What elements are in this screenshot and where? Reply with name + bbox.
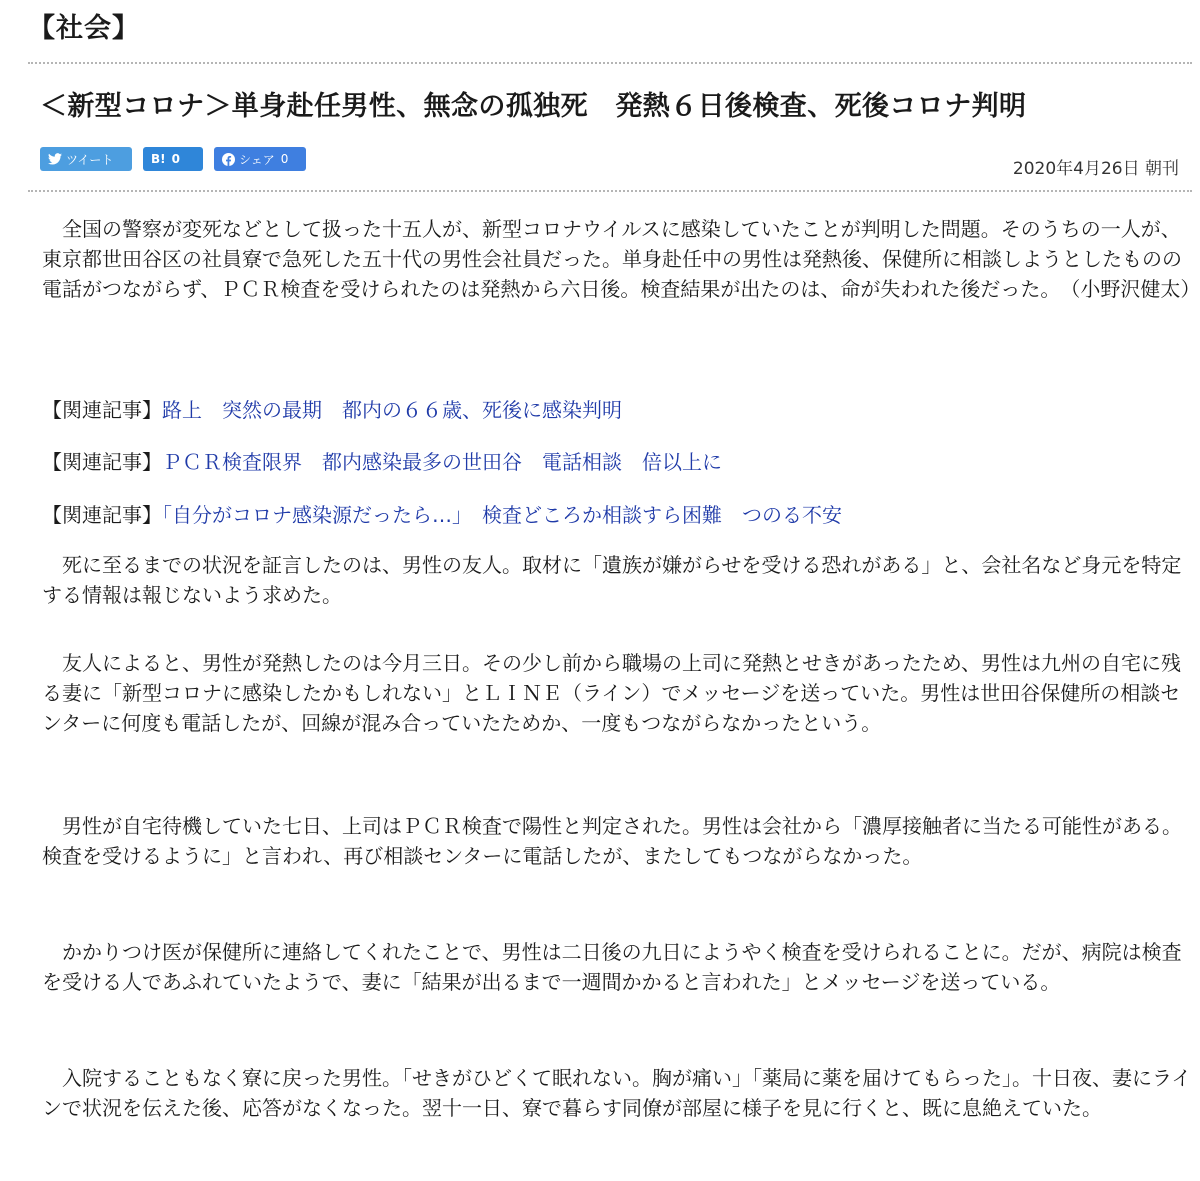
- body-paragraph-3: 男性が自宅待機していた七日、上司はＰＣＲ検査で陽性と判定された。男性は会社から「濃厚接触者に当たる可能性がある。検査を受けるように」と言われ、再び相談センターに電話したが、またしてもつながらなかった。: [42, 814, 1182, 868]
- related-prefix: 【関連記事】: [42, 450, 162, 474]
- related-link-1[interactable]: 路上 突然の最期 都内の６６歳、死後に感染判明: [162, 398, 622, 422]
- related-prefix: 【関連記事】: [42, 398, 162, 422]
- related-article-2: [42, 447, 1192, 477]
- twitter-bird-icon: [48, 153, 62, 165]
- related-article-3: [42, 500, 1192, 530]
- section-label: 【社会】: [28, 13, 140, 44]
- publish-date: 2020年4月26日 朝刊: [1012, 159, 1179, 179]
- related-prefix: 【関連記事】: [42, 503, 162, 527]
- facebook-share-label: シェア: [239, 152, 275, 167]
- hatena-count: 0: [171, 152, 180, 166]
- body-paragraph-2: 友人によると、男性が発熱したのは今月三日。その少し前から職場の上司に発熱とせきがあったため、男性は九州の自宅に残る妻に「新型コロナに感染したかもしれない」とＬＩＮＥ（ライン）でメッセージを送っていた。男性は世田谷保健所の相談センターに何度も電話したが、回線が混み合っていたためか、一度もつながらなかったという。: [42, 651, 1181, 735]
- lead-paragraph: 全国の警察が変死などとして扱った十五人が、新型コロナウイルスに感染していたことが判明した問題。そのうちの一人が、東京都世田谷区の社員寮で急死した五十代の男性会社員だった。単身赴任中の男性は発熱後、保健所に相談しようとしたものの電話がつながらず、ＰＣＲ検査を受けられたのは発熱から六日後。検査結果が出たのは、命が失われた後だった。 （小野沢健太）: [42, 217, 1200, 301]
- facebook-icon: [222, 153, 235, 166]
- hatena-icon-label: B!: [151, 152, 166, 166]
- related-link-3[interactable]: 「自分がコロナ感染源だったら…」 検査どころか相談すら困難 つのる不安: [162, 503, 842, 527]
- header-divider: [28, 190, 1192, 192]
- facebook-share-button[interactable]: [214, 147, 306, 171]
- tweet-button[interactable]: [40, 147, 132, 171]
- facebook-share-count: 0: [280, 152, 289, 166]
- related-link-2[interactable]: ＰＣＲ検査限界 都内感染最多の世田谷 電話相談 倍以上に: [162, 450, 722, 474]
- body-paragraph-1: 死に至るまでの状況を証言したのは、男性の友人。取材に「遺族が嫌がらせを受ける恐れがある」と、会社名など身元を特定する情報は報じないよう求めた。: [42, 553, 1182, 607]
- top-divider: [28, 62, 1192, 64]
- share-buttons: [40, 147, 306, 171]
- related-article-1: [42, 395, 1192, 425]
- body-paragraph-4: かかりつけ医が保健所に連絡してくれたことで、男性は二日後の九日にようやく検査を受けられることに。だが、病院は検査を受ける人であふれていたようで、妻に「結果が出るまで一週間かかると言われた」とメッセージを送っている。: [42, 940, 1182, 994]
- hatena-bookmark-button[interactable]: [143, 147, 203, 171]
- article-headline: ＜新型コロナ＞単身赴任男性、無念の孤独死 発熱６日後検査、死後コロナ判明: [40, 91, 1027, 122]
- tweet-label: ツイート: [66, 152, 114, 167]
- body-paragraph-5: 入院することもなく寮に戻った男性。「せきがひどくて眠れない。胸が痛い」「薬局に薬を届けてもらった」。十日夜、妻にラインで状況を伝えた後、応答がなくなった。翌十一日、寮で暮らす同僚が部屋に様子を見に行くと、既に息絶えていた。: [42, 1066, 1192, 1120]
